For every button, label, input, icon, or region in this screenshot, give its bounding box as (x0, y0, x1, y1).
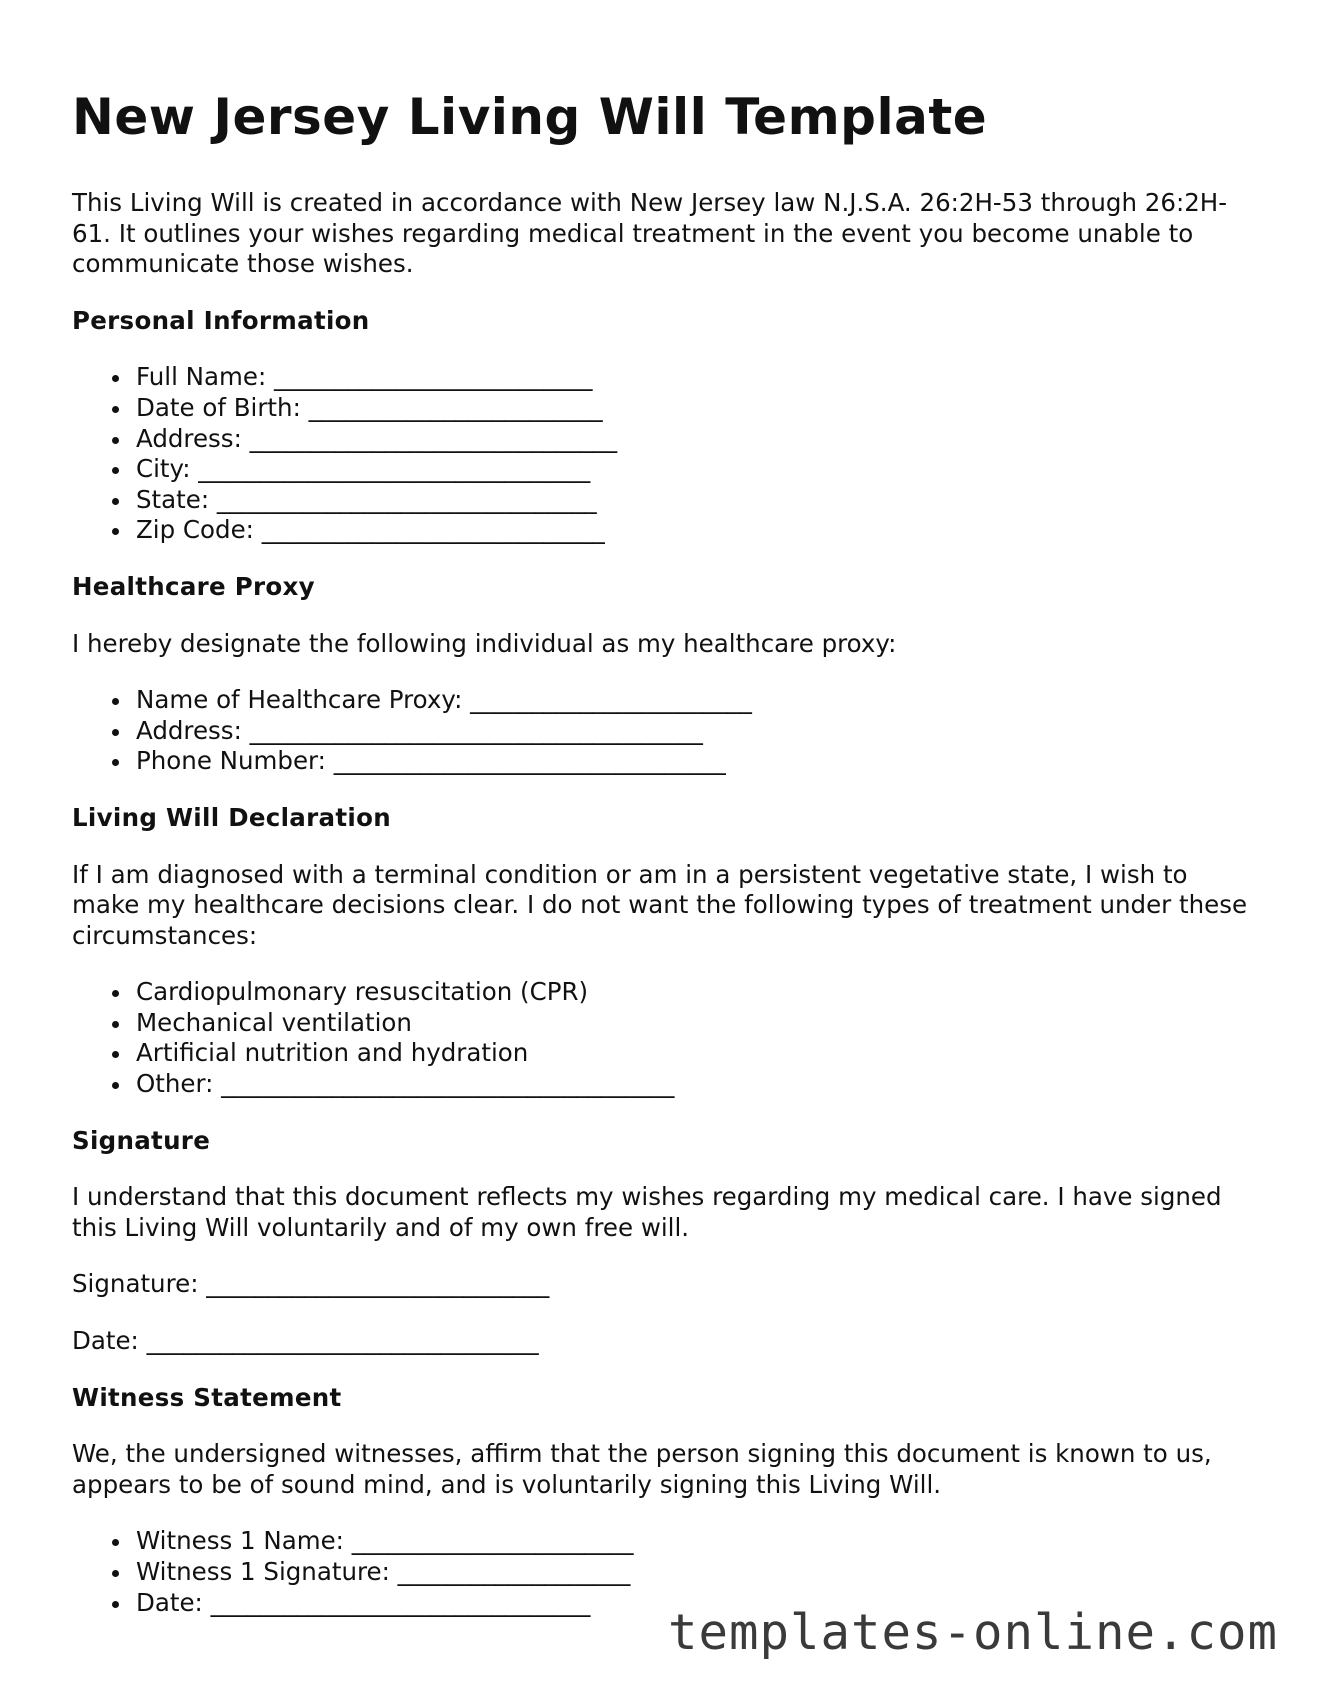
treatment-item: Mechanical ventilation (136, 1008, 1252, 1039)
intro-paragraph: This Living Will is created in accordance with New Jersey law N.J.S.A. 26:2H-53 through 26:2H-61. It outlines your wishes regarding medical treatment in the event you become unable to communicate those wishes. (72, 188, 1228, 279)
signature-field[interactable]: Signature: ____________________________ (72, 1269, 550, 1299)
document-body (72, 188, 1252, 1644)
proxy-phone-field[interactable]: Phone Number: ________________________________ (136, 746, 1252, 777)
date-of-birth-field[interactable]: Date of Birth: ________________________ (136, 393, 1252, 424)
treatment-other-field[interactable]: Other: _____________________________________ (136, 1069, 1252, 1100)
full-name-field[interactable]: Full Name: __________________________ (136, 362, 1252, 393)
signature-text: I understand that this document reflects my wishes regarding my medical care. I have signed this Living Will voluntarily and of my own free will. (72, 1182, 1222, 1242)
address-field[interactable]: Address: ______________________________ (136, 424, 1252, 455)
treatment-list (72, 977, 1252, 1099)
proxy-address-field[interactable]: Address: _____________________________________ (136, 716, 1252, 747)
proxy-name-field[interactable]: Name of Healthcare Proxy: _______________________ (136, 685, 1252, 716)
page-title: New Jersey Living Will Template (72, 88, 988, 146)
state-field[interactable]: State: _______________________________ (136, 485, 1252, 516)
healthcare-proxy-heading: Healthcare Proxy (72, 571, 315, 601)
witness-heading: Witness Statement (72, 1382, 342, 1412)
treatment-item: Cardiopulmonary resuscitation (CPR) (136, 977, 1252, 1008)
treatment-item: Artificial nutrition and hydration (136, 1038, 1252, 1069)
signature-heading: Signature (72, 1125, 211, 1155)
witness-text: We, the undersigned witnesses, affirm that the person signing this document is known to us, appears to be of sound mind, and is voluntarily signing this Living Will. (72, 1439, 1212, 1499)
personal-information-heading: Personal Information (72, 305, 370, 335)
signature-date-field[interactable]: Date: ________________________________ (72, 1326, 539, 1356)
witness-date-field[interactable]: Date: _______________________________ (136, 1588, 1252, 1619)
healthcare-proxy-text: I hereby designate the following individual as my healthcare proxy: (72, 628, 897, 658)
declaration-heading: Living Will Declaration (72, 802, 391, 832)
healthcare-proxy-list (72, 685, 1252, 777)
personal-information-list (72, 362, 1252, 546)
watermark: templates-online.com (667, 1604, 1278, 1661)
witness-name-field[interactable]: Witness 1 Name: _______________________ (136, 1526, 1252, 1557)
witness-signature-field[interactable]: Witness 1 Signature: ___________________ (136, 1557, 1252, 1588)
zip-code-field[interactable]: Zip Code: ____________________________ (136, 515, 1252, 546)
city-field[interactable]: City: ________________________________ (136, 454, 1252, 485)
declaration-text: If I am diagnosed with a terminal condition or am in a persistent vegetative state, I wish to make my healthcare decisions clear. I do not want the following types of treatment under these circumstances: (72, 859, 1248, 950)
